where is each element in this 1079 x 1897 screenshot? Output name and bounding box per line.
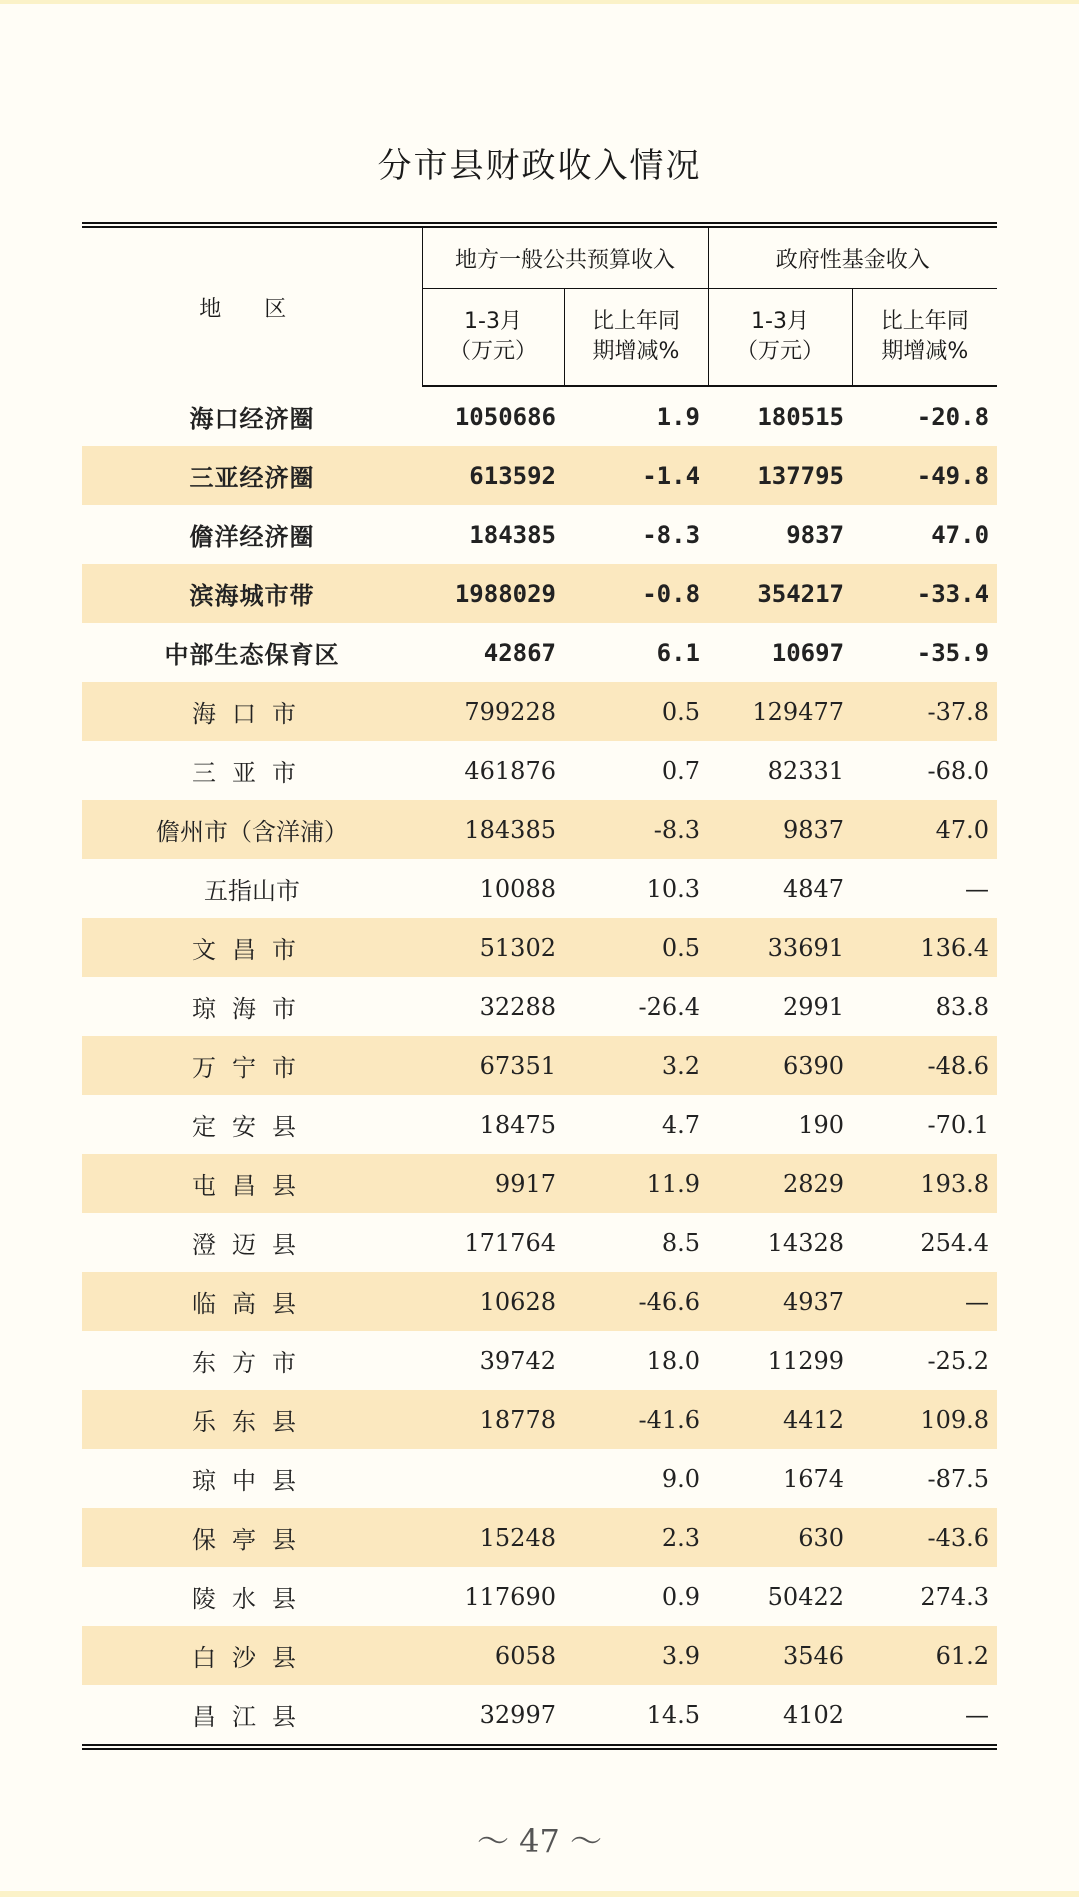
gp-amount-cell: 117690 [464, 1582, 556, 1611]
gp-amount-cell: 32997 [479, 1700, 556, 1729]
region-cell: 乐东县 [82, 1390, 422, 1449]
table-row [82, 741, 997, 800]
page-title: 分市县财政收入情况 [377, 146, 702, 186]
table-row [82, 564, 997, 623]
fund-amount-cell: 354217 [708, 564, 852, 623]
revenue-table-container [82, 222, 997, 1750]
table-row [82, 800, 997, 859]
gp-amount-cell: 1988029 [422, 564, 564, 623]
change-line1: 比上年同 [880, 309, 969, 334]
gp-change-cell: -8.3 [564, 800, 708, 859]
fund-change-cell: -20.8 [916, 402, 990, 431]
gp-change-cell: -0.8 [564, 564, 708, 623]
region-cell: 儋洋经济圈 [189, 523, 315, 551]
gp-change-cell: 2.3 [564, 1508, 708, 1567]
gp-change-cell: 18.0 [646, 1346, 701, 1375]
gp-change-cell: 8.5 [661, 1228, 701, 1257]
table-row [82, 1567, 997, 1626]
gp-change-cell: 0.5 [564, 918, 708, 977]
change-line1: 比上年同 [592, 309, 681, 334]
fund-change-cell: 47.0 [931, 520, 990, 549]
fund-amount-cell: 2991 [782, 992, 845, 1021]
fund-change-cell: 274.3 [920, 1582, 990, 1611]
fund-change-cell: -49.8 [852, 446, 997, 505]
gp-amount-header [422, 289, 564, 387]
gp-amount-cell: 10088 [479, 874, 556, 903]
gp-amount-cell: 6058 [422, 1626, 564, 1685]
general-budget-header: 地方一般公共预算收入 [422, 228, 708, 289]
region-cell: 滨海城市带 [82, 564, 422, 623]
region-cell: 白沙县 [82, 1626, 422, 1685]
fund-change-cell: -25.2 [927, 1346, 990, 1375]
table-row [82, 1331, 997, 1390]
period-line2: （万元） [736, 339, 825, 364]
gp-amount-cell: 9917 [422, 1154, 564, 1213]
gp-change-cell: 4.7 [661, 1110, 701, 1139]
region-cell: 昌江县 [192, 1703, 312, 1731]
fund-change-cell: -70.1 [927, 1110, 990, 1139]
gp-change-cell: 3.9 [564, 1626, 708, 1685]
table-row [82, 859, 997, 918]
fund-change-cell: -87.5 [927, 1464, 990, 1493]
change-line2: 期增减% [881, 339, 969, 364]
fund-amount-cell: 10697 [771, 638, 845, 667]
region-cell: 三亚经济圈 [82, 446, 422, 505]
fund-amount-cell: 50422 [767, 1582, 845, 1611]
fund-change-cell: -33.4 [852, 564, 997, 623]
table-row [82, 1154, 997, 1213]
gp-amount-cell: 799228 [422, 682, 564, 741]
table-row [82, 505, 997, 564]
revenue-table [82, 228, 997, 1744]
gp-change-cell: 1.9 [656, 402, 701, 431]
fund-amount-cell: 180515 [757, 402, 845, 431]
fund-amount-cell: 4847 [782, 874, 845, 903]
fund-change-header [852, 289, 997, 387]
gp-amount-cell: 10628 [422, 1272, 564, 1331]
top-decor-band [0, 0, 1079, 4]
gp-change-cell: 0.9 [661, 1582, 701, 1611]
fund-change-cell: -37.8 [852, 682, 997, 741]
table-row [82, 1449, 997, 1508]
table-row [82, 1390, 997, 1449]
table-row [82, 682, 997, 741]
fund-amount-cell: 14328 [767, 1228, 845, 1257]
region-cell: 万宁市 [82, 1036, 422, 1095]
fund-amount-cell: 4412 [708, 1390, 852, 1449]
fund-change-cell: 109.8 [852, 1390, 997, 1449]
fund-amount-cell: 630 [708, 1508, 852, 1567]
table-row [82, 623, 997, 682]
page-number: ～ 47 ～ [476, 1822, 603, 1860]
fund-change-cell: 254.4 [920, 1228, 990, 1257]
table-row [82, 1213, 997, 1272]
fund-change-cell: — [965, 874, 990, 903]
fund-amount-cell: 11299 [767, 1346, 845, 1375]
gp-change-cell: -8.3 [642, 520, 701, 549]
region-cell: 陵水县 [192, 1585, 312, 1613]
fund-amount-cell: 9837 [786, 520, 845, 549]
gp-amount-cell: 39742 [479, 1346, 556, 1375]
fund-change-cell: -68.0 [927, 756, 990, 785]
gp-amount-cell: 42867 [483, 638, 556, 667]
table-row [82, 918, 997, 977]
table-bottom-rule [82, 1744, 997, 1750]
gp-amount-cell: 613592 [422, 446, 564, 505]
gp-amount-cell: 15248 [422, 1508, 564, 1567]
fund-amount-cell: 2829 [708, 1154, 852, 1213]
region-cell: 保亭县 [82, 1508, 422, 1567]
table-row [82, 1508, 997, 1567]
table-row [82, 977, 997, 1036]
gp-amount-cell: 171764 [464, 1228, 556, 1257]
fund-amount-cell: 4937 [708, 1272, 852, 1331]
gp-change-cell: 14.5 [646, 1700, 701, 1729]
government-fund-header: 政府性基金收入 [708, 228, 997, 289]
region-cell: 东方市 [192, 1349, 312, 1377]
region-cell: 屯昌县 [82, 1154, 422, 1213]
gp-amount-cell: 18778 [422, 1390, 564, 1449]
fund-change-cell: 47.0 [852, 800, 997, 859]
bottom-decor-band [0, 1891, 1079, 1897]
fund-amount-header [708, 289, 852, 387]
fund-amount-cell: 3546 [708, 1626, 852, 1685]
fund-change-cell: 83.8 [935, 992, 990, 1021]
gp-change-cell: 9.0 [661, 1464, 701, 1493]
gp-amount-cell: 51302 [422, 918, 564, 977]
gp-change-cell: 11.9 [564, 1154, 708, 1213]
period-line1: 1-3月 [751, 309, 809, 334]
fund-change-cell: -35.9 [916, 638, 990, 667]
region-cell: 儋州市（含洋浦） [82, 800, 422, 859]
table-row [82, 1036, 997, 1095]
gp-change-cell: -41.6 [564, 1390, 708, 1449]
fund-change-cell: — [965, 1700, 990, 1729]
region-column-header: 地 区 [82, 228, 422, 386]
fund-change-cell: 61.2 [852, 1626, 997, 1685]
fund-change-cell: -48.6 [852, 1036, 997, 1095]
region-cell: 海口市 [82, 682, 422, 741]
gp-change-cell: 0.5 [564, 682, 708, 741]
fund-amount-cell: 6390 [708, 1036, 852, 1095]
gp-amount-cell [422, 1449, 564, 1508]
gp-change-cell: 0.7 [661, 756, 701, 785]
fund-amount-cell: 82331 [767, 756, 845, 785]
fund-change-cell: — [852, 1272, 997, 1331]
fund-amount-cell: 4102 [782, 1700, 845, 1729]
gp-amount-cell: 461876 [464, 756, 556, 785]
region-cell: 定安县 [192, 1113, 312, 1141]
gp-amount-cell: 184385 [469, 520, 556, 549]
region-cell: 中部生态保育区 [164, 641, 340, 669]
region-cell: 三亚市 [192, 759, 312, 787]
table-row [82, 1095, 997, 1154]
fund-change-cell: 193.8 [852, 1154, 997, 1213]
fund-change-cell: -43.6 [852, 1508, 997, 1567]
gp-amount-cell: 1050686 [454, 402, 556, 431]
gp-amount-cell: 184385 [422, 800, 564, 859]
region-cell: 临高县 [82, 1272, 422, 1331]
gp-amount-cell: 32288 [479, 992, 556, 1021]
table-row [82, 1626, 997, 1685]
gp-change-cell: 10.3 [646, 874, 701, 903]
table-row [82, 386, 997, 446]
fund-amount-cell: 33691 [708, 918, 852, 977]
fund-amount-cell: 190 [798, 1110, 845, 1139]
fund-amount-cell: 9837 [708, 800, 852, 859]
region-cell: 琼海市 [192, 995, 312, 1023]
fund-amount-cell: 1674 [782, 1464, 845, 1493]
table-row [82, 446, 997, 505]
gp-change-cell: -26.4 [638, 992, 701, 1021]
gp-amount-cell: 18475 [479, 1110, 556, 1139]
gp-change-header [564, 289, 708, 387]
fund-amount-cell: 137795 [708, 446, 852, 505]
table-header [82, 228, 997, 386]
gp-change-cell: -46.6 [564, 1272, 708, 1331]
region-cell: 澄迈县 [192, 1231, 312, 1259]
region-cell: 海口经济圈 [189, 404, 315, 433]
period-line2: （万元） [448, 339, 537, 364]
change-line2: 期增减% [592, 339, 680, 364]
fund-change-cell: 136.4 [852, 918, 997, 977]
gp-amount-cell: 67351 [422, 1036, 564, 1095]
table-row [82, 1685, 997, 1744]
period-line1: 1-3月 [464, 309, 522, 334]
gp-change-cell: -1.4 [564, 446, 708, 505]
region-cell: 文昌市 [82, 918, 422, 977]
gp-change-cell: 6.1 [656, 638, 701, 667]
region-cell: 五指山市 [204, 877, 300, 905]
table-row [82, 1272, 997, 1331]
gp-change-cell: 3.2 [564, 1036, 708, 1095]
region-cell: 琼中县 [192, 1467, 312, 1495]
table-body [82, 386, 997, 1744]
fund-amount-cell: 129477 [708, 682, 852, 741]
